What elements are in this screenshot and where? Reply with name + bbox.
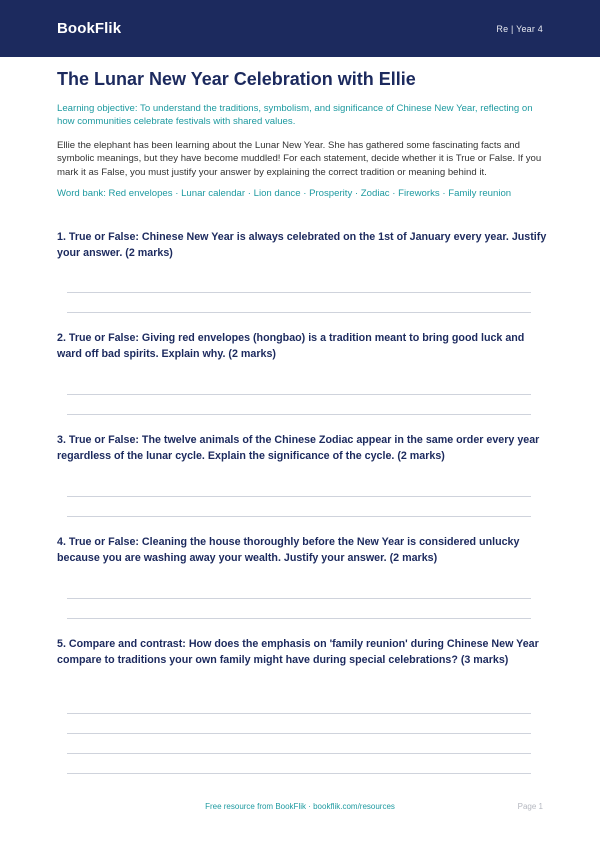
learning-objective: Learning objective: To understand the traditions, symbolism, and significance of Chinese New Year, reflecting on how communities celebrate festivals with shared values. [57,103,533,128]
answer-line[interactable] [67,753,531,754]
worksheet-intro [57,64,543,200]
intro-paragraph: Ellie the elephant has been learning about the Lunar New Year. She has gathered some fascinating facts and symbolic meanings, but they have become muddled! For each statement, decide whether it is True or False. If you mark it as False, you must justify your answer by explaining the correct tradition or meaning behind it. [57,139,542,178]
answer-line[interactable] [67,598,531,599]
brand-logo: BookFlik [57,20,122,37]
question-4: 4. True or False: Cleaning the house thoroughly before the New Year is considered unlucky because you are washing away your wealth. Justify your answer. (2 marks) [57,536,520,564]
footer-source-link[interactable]: Free resource from BookFlik · bookflik.com/resources [205,802,395,811]
question-1: 1. True or False: Chinese New Year is always celebrated on the 1st of January every year. Justify your answer. (2 marks) [57,231,547,259]
answer-line[interactable] [67,618,531,619]
question-5: 5. Compare and contrast: How does the emphasis on 'family reunion' during Chinese New Year compare to traditions your own family might have during special celebrations? (3 marks) [57,638,539,666]
page-number: Page 1 [517,802,543,811]
answer-line[interactable] [67,496,531,497]
answer-line[interactable] [67,414,531,415]
page-title: The Lunar New Year Celebration with Ellie [57,69,416,89]
answer-line[interactable] [67,733,531,734]
subject-year-label: Re | Year 4 [496,23,543,34]
word-bank: Word bank: Red envelopes · Lunar calendar · Lion dance · Prosperity · Zodiac · Fireworks · Family reunion [57,188,512,200]
question-2: 2. True or False: Giving red envelopes (hongbao) is a tradition meant to bring good luck and ward off bad spirits. Explain why. (2 marks) [57,332,525,360]
answer-line[interactable] [67,773,531,774]
question-3: 3. True or False: The twelve animals of the Chinese Zodiac appear in the same order every year regardless of the lunar cycle. Explain the significance of the cycle. (2 marks) [57,434,540,462]
answer-line[interactable] [67,713,531,714]
answer-line[interactable] [67,292,531,293]
answer-line[interactable] [67,516,531,517]
page-header [0,0,600,57]
answer-line[interactable] [67,394,531,395]
answer-line[interactable] [67,312,531,313]
